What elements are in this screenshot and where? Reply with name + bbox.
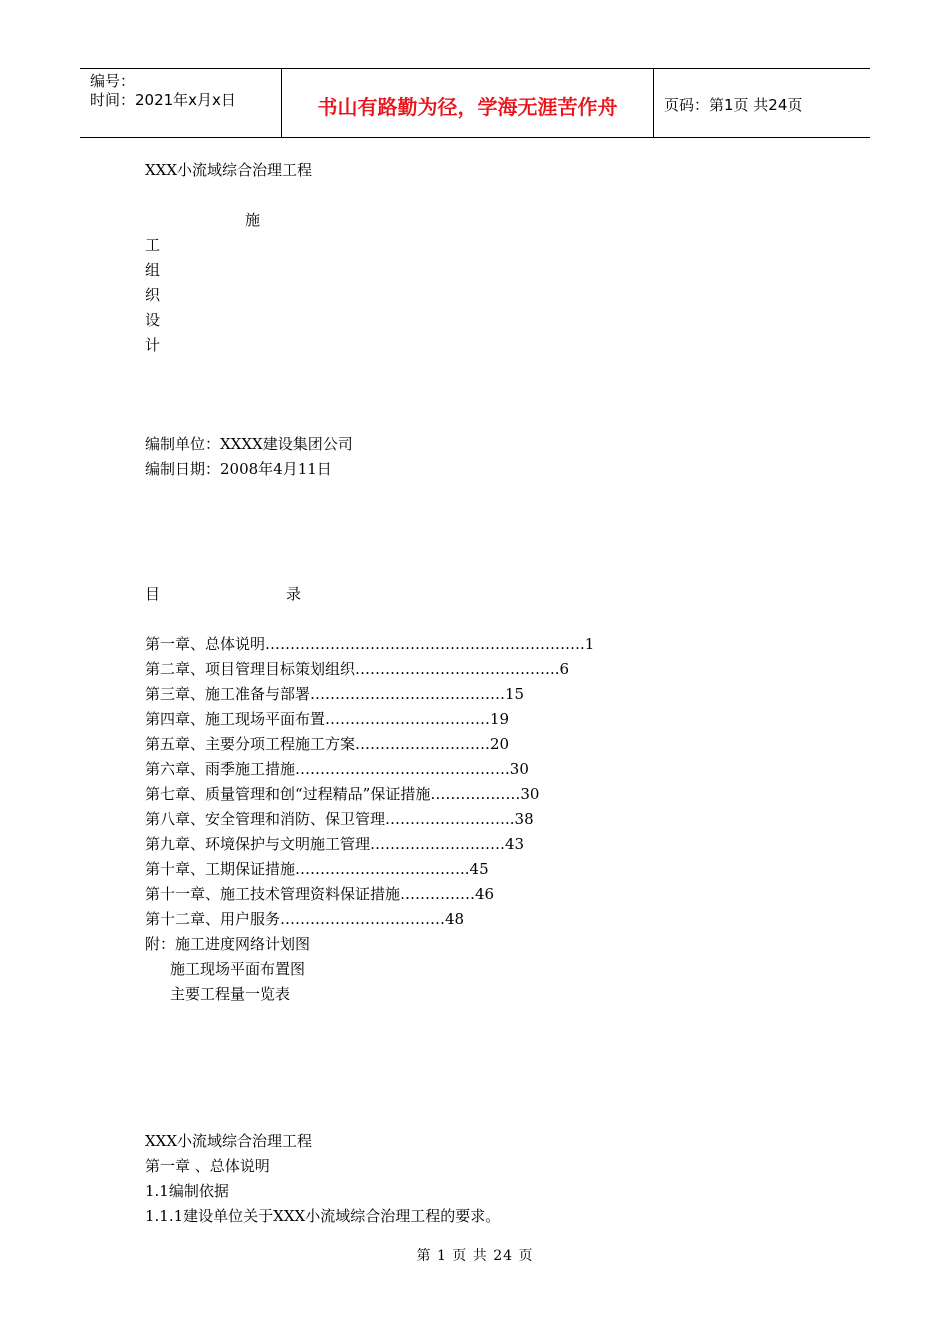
toc-item: 第十一章、施工技术管理资料保证措施……………46 [145,885,495,903]
toc-item: 第八章、安全管理和消防、保卫管理……………………..38 [145,810,534,828]
page-footer: 第 1 页 共 24 页 [416,1248,534,1264]
cover-org: 编制单位：XXXX建设集团公司 [145,435,353,453]
toc-item: 第十二章、用户服务……………………………48 [145,910,465,928]
toc-item: 第三章、施工准备与部署…………………………………15 [145,685,525,703]
toc-item: 第一章、总体说明……………………………………………………….1 [145,635,595,653]
cover-title-char-5: 设 [145,311,161,329]
header-motto-cell [282,69,654,137]
header-meta [80,69,282,137]
toc-item: 第九章、环境保护与文明施工管理………………………43 [145,835,525,853]
cover-title-char-6: 计 [145,336,161,354]
body-section: 1.1编制依据 [145,1182,229,1200]
cover-title-char-4: 织 [145,286,161,304]
toc-appendix-item: 主要工程量一览表 [170,985,291,1003]
header-time: 时间：2021年x月x日 [90,91,236,109]
cover-date: 编制日期：2008年4月11日 [145,460,332,478]
cover-title-char-3: 组 [145,261,161,279]
toc-item: 第五章、主要分项工程施工方案………………………20 [145,735,510,753]
body-project: XXX小流域综合治理工程 [145,1132,313,1150]
toc-item: 第四章、施工现场平面布置……………………………19 [145,710,510,728]
cover-title-char-1: 施 [245,211,261,229]
header-page-info: 页码：第1页 共24页 [664,95,803,114]
toc-appendix-item: 施工现场平面布置图 [170,960,306,978]
toc-item: 第七章、质量管理和创“过程精品”保证措施………………30 [145,785,540,803]
cover-project: XXX小流域综合治理工程 [145,161,313,179]
toc-heading-right: 录 [286,585,302,603]
page-header [80,68,870,138]
toc-heading-left: 目 [145,585,161,603]
toc-appendix: 附：施工进度网络计划图 [145,935,311,953]
body-chapter: 第一章 、总体说明 [145,1157,270,1175]
toc-item: 第二章、项目管理目标策划组织…………………………………..6 [145,660,570,678]
header-motto: 书山有路勤为径，学海无涯苦作舟 [317,94,618,119]
toc-list [145,632,594,1007]
header-number: 编号： [90,72,136,90]
body-item: 1.1.1建设单位关于XXX小流域综合治理工程的要求。 [145,1207,501,1225]
toc-item: 第六章、雨季施工措施…………………………………….30 [145,760,529,778]
toc-item: 第十章、工期保证措施……………………………..45 [145,860,489,878]
cover-title-char-2: 工 [145,236,161,254]
